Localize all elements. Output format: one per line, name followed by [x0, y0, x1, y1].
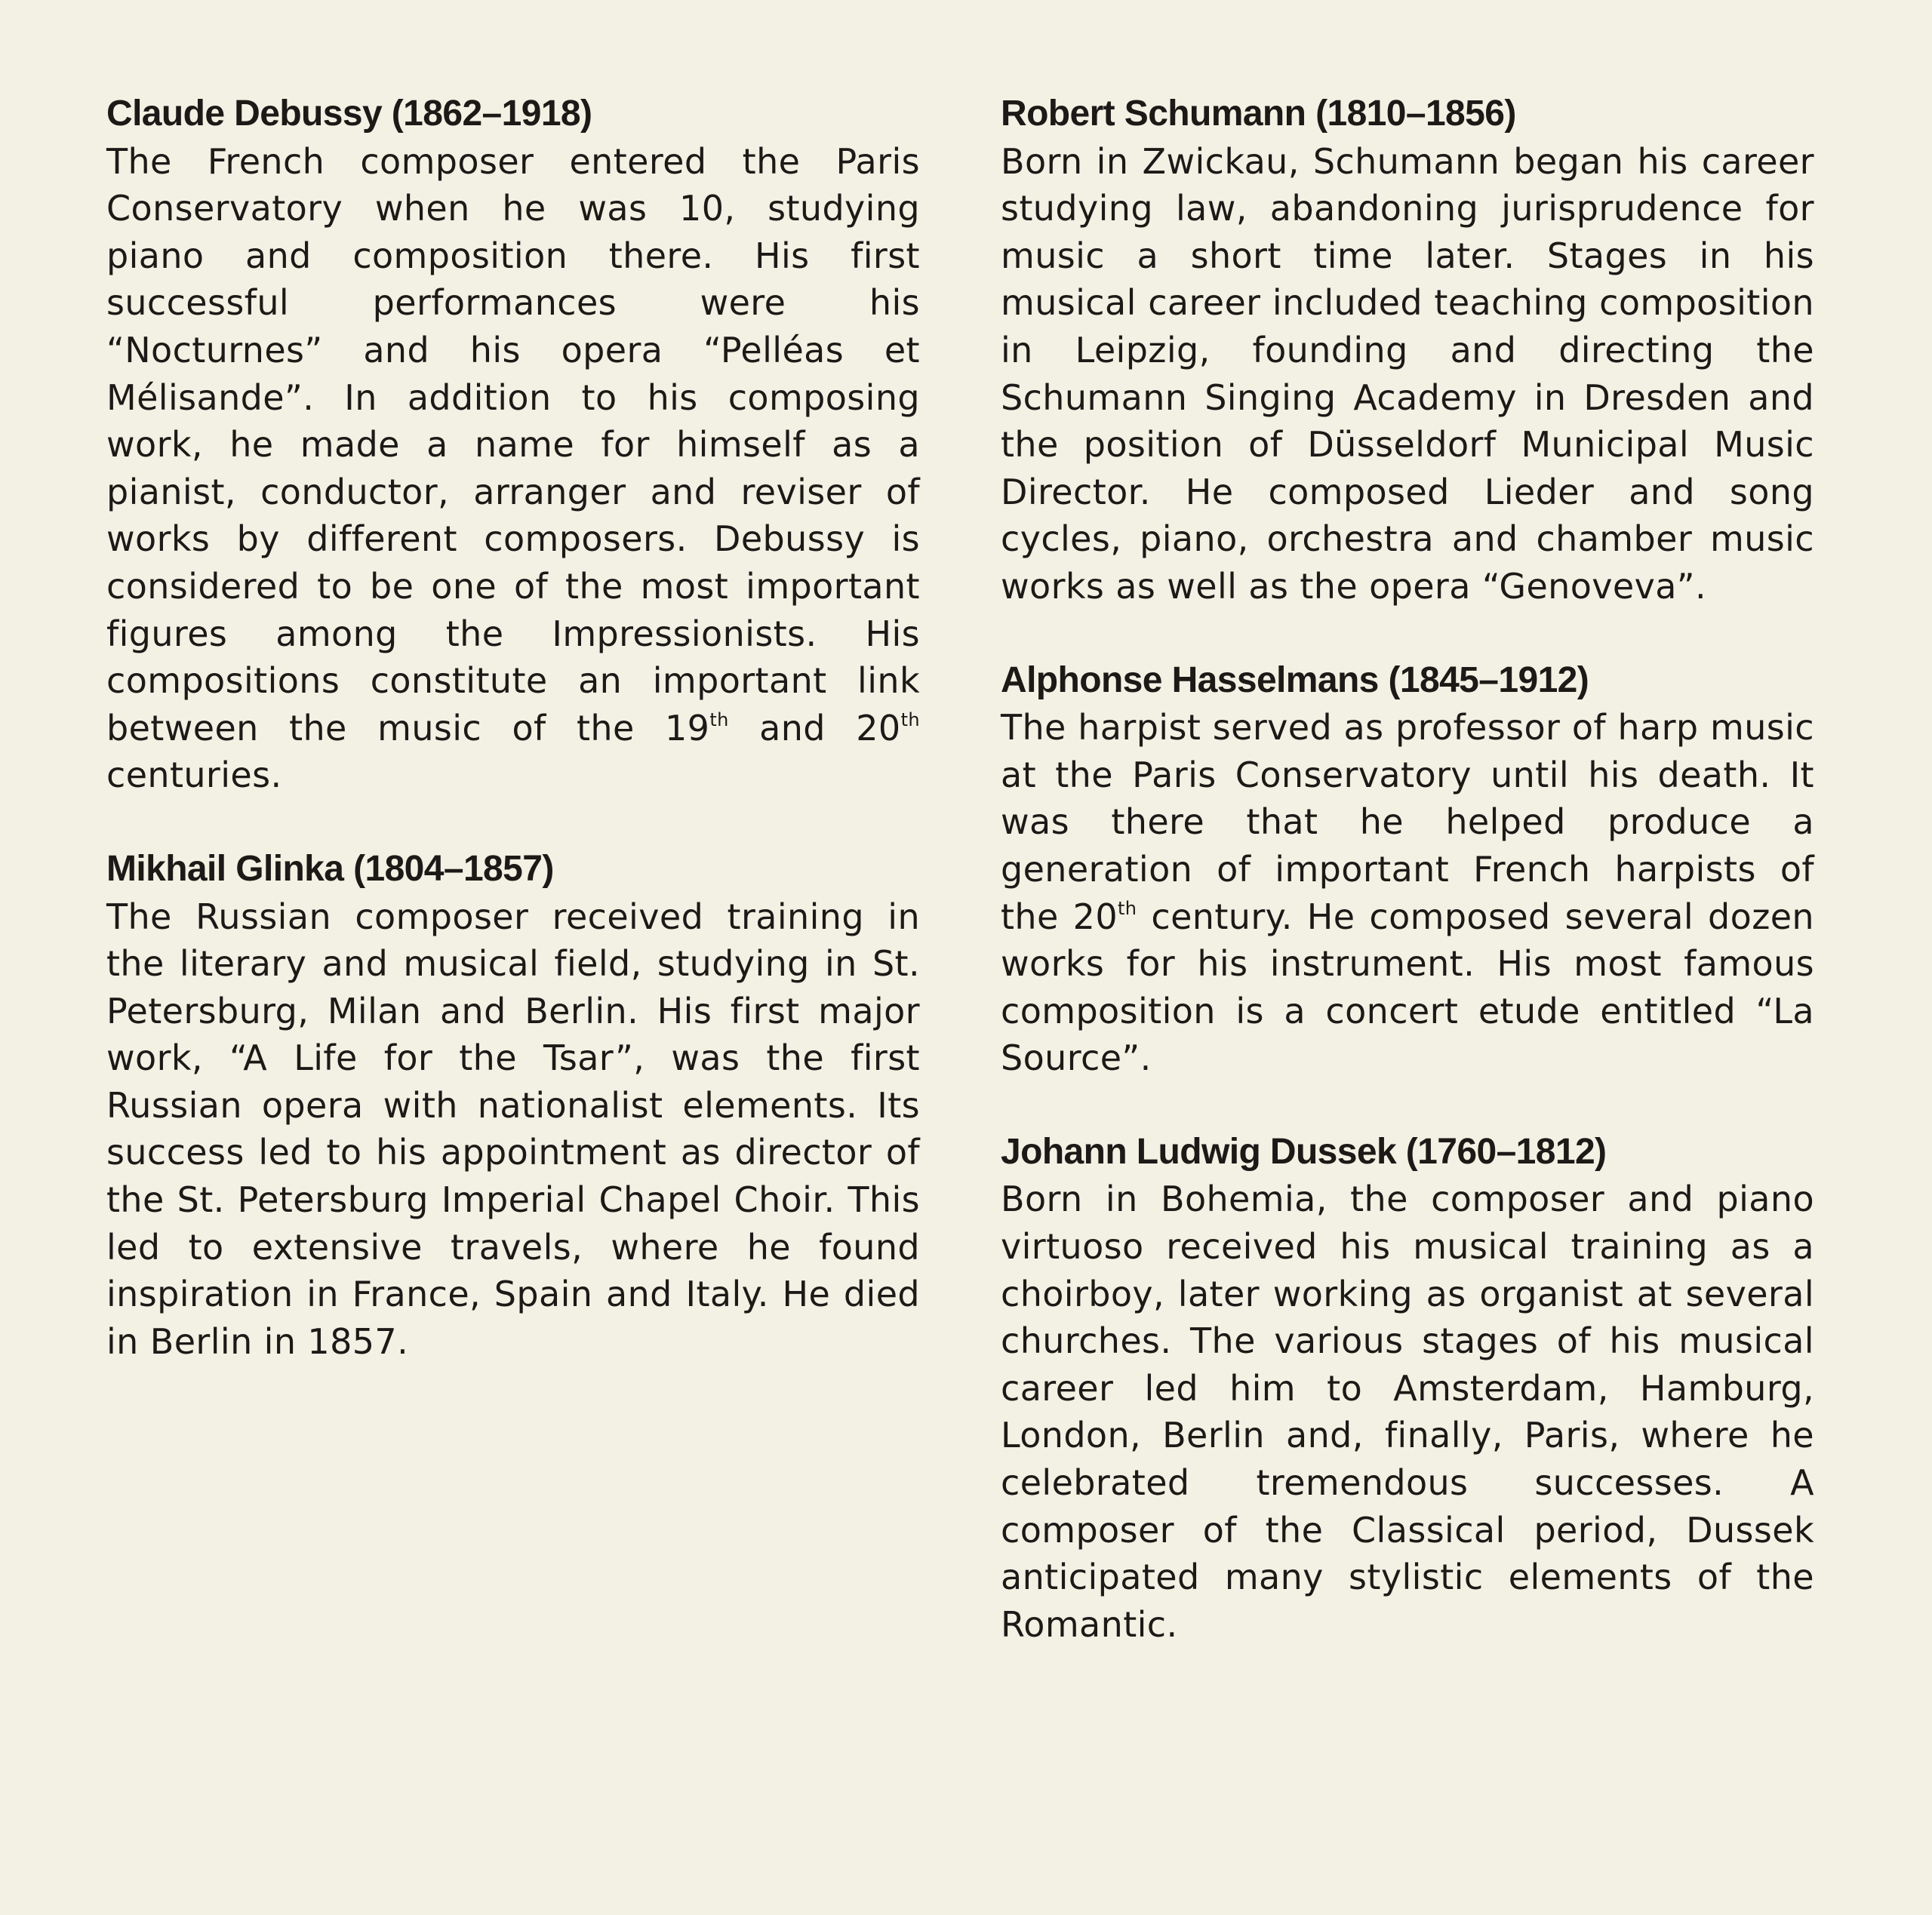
- composer-entry-schumann: [1001, 91, 1814, 610]
- composer-biography: Born in Bohemia, the composer and piano virtuoso received his musical training as a choirboy, later working as organist at several churches. The various stages of his musical career led him to Amsterdam, Hamburg, London, Berlin and, finally, Paris, where he celebrated tremendous successes. A composer of the Classical period, Dussek anticipated many stylistic elements of the Romantic.: [1001, 1179, 1814, 1645]
- right-column: [1001, 91, 1814, 1695]
- composer-biography: The French composer entered the Paris Conservatory when he was 10, studying piano and composition there. His first successful performances were his “Nocturnes” and his opera “Pelléas et Mélisande”. In addition to his composing work, he made a name for himself as a pianist, conductor, arranger and reviser of works by different composers. Debussy is considered to be one of the most important figures among the Impressionists. His compositions constitute an important link between the music of the 19th and 20th centuries.: [106, 140, 920, 796]
- composer-heading: Robert Schumann (1810–1856): [1001, 94, 1516, 134]
- composer-heading: Claude Debussy (1862–1918): [106, 94, 592, 134]
- composer-biography: The Russian composer received training in the literary and musical field, studying in St. Petersburg, Milan and Berlin. His first major work, “A Life for the Tsar”, was the first Russian opera with nationalist elements. Its success led to his appointment as director of the St. Petersburg Imperial Chapel Choir. This led to extensive travels, where he found inspiration in France, Spain and Italy. He died in Berlin in 1857.: [106, 896, 920, 1362]
- composer-heading: Alphonse Hasselmans (1845–1912): [1001, 659, 1589, 700]
- composer-entry-glinka: [106, 846, 920, 1366]
- composer-biography: The harpist served as professor of harp music at the Paris Conservatory until his death. It was there that he helped produce a generation of important French harpists of the 20th century. He composed several dozen works for his instrument. His most famous composition is a concert etude entitled “La Source”.: [1001, 707, 1814, 1079]
- ordinal-suffix: th: [709, 709, 729, 731]
- composer-entry-debussy: [106, 91, 920, 799]
- composer-entry-dussek: [1001, 1129, 1814, 1649]
- composer-heading: Johann Ludwig Dussek (1760–1812): [1001, 1131, 1607, 1172]
- composer-heading: Mikhail Glinka (1804–1857): [106, 848, 554, 889]
- composer-entry-hasselmans: [1001, 657, 1814, 1082]
- ordinal-suffix: th: [1118, 898, 1137, 920]
- left-column: [106, 91, 920, 1412]
- composer-biography: Born in Zwickau, Schumann began his career studying law, abandoning jurisprudence for music a short time later. Stages in his musical career included teaching composition in Leipzig, founding and directing the Schumann Singing Academy in Dresden and the position of Düsseldorf Municipal Music Director. He composed Lieder and song cycles, piano, orchestra and chamber music works as well as the opera “Genoveva”.: [1001, 140, 1814, 607]
- ordinal-suffix: th: [900, 709, 920, 731]
